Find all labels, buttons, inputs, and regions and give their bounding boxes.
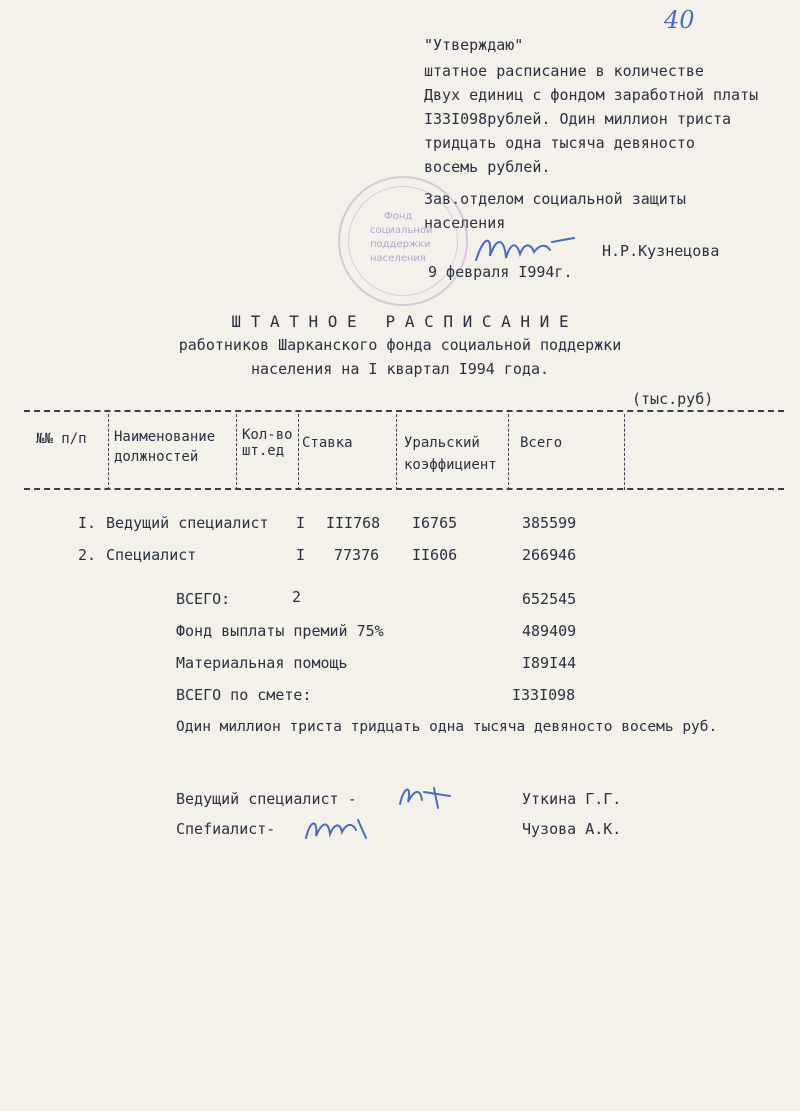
col-divider [298,414,299,490]
summary-total-value: 652545 [522,590,577,608]
summary-estimate-value: I33I098 [512,686,576,704]
row-name: Специалист [106,546,197,564]
header-num: №№ п/п [36,431,87,447]
approval-line-3: I33I098рублей. Один миллион триста [424,110,732,128]
approval-signer: Н.Р.Кузнецова [602,242,720,260]
stamp-line-1: Фонд [384,211,413,222]
approval-line-2: Двух единиц с фондом заработной платы [424,86,759,104]
row-coef: I6765 [412,514,458,532]
document-title: Ш Т А Т Н О Е Р А С П И С А Н И Е [231,312,569,331]
summary-words: Один миллион триста тридцать одна тысяча девяносто восемь руб. [176,719,718,735]
header-name-1: Наименование [114,429,216,445]
header-coef-1: Уральский [404,435,480,451]
stamp-line-3: поддержки [370,239,431,250]
header-coef-2: коэффициент [404,457,497,473]
summary-estimate-label: ВСЕГО по смете: [176,686,312,704]
row-total: 385599 [522,514,577,532]
summary-aid-label: Материальная помощь [176,654,348,672]
row-coef: II606 [412,546,458,564]
handwritten-signature-1 [394,778,458,812]
header-count-2: шт.ед [242,443,285,459]
row-rate: 77376 [334,546,380,564]
col-divider [108,414,109,490]
stamp-line-2: социальной [370,225,433,236]
header-total: Всего [520,435,563,451]
document-subtitle-2: населения на I квартал I994 года. [250,360,549,378]
row-name: Ведущий специалист [106,514,269,532]
summary-bonus-label: Фонд выплаты премий 75% [176,622,384,640]
row-total: 266946 [522,546,577,564]
header-name-2: должностей [114,449,199,465]
col-divider [396,414,397,490]
header-rate: Ставка [302,435,353,451]
document-subtitle-1: работников Шарканского фонда социальной поддержки [178,336,622,354]
row-num: I. [78,514,97,532]
summary-total-count: 2 [292,588,302,606]
summary-bonus-value: 489409 [522,622,577,640]
row-count: I [296,514,306,532]
summary-total-label: ВСЕГО: [176,590,231,608]
table-top-rule [24,410,784,412]
approval-line-5: восемь рублей. [424,158,551,176]
approval-date: 9 февраля I994г. [428,263,573,281]
summary-aid-value: I89I44 [522,654,577,672]
approval-line-1: штатное расписание в количестве [424,62,704,80]
page-number: 40 [664,6,695,34]
approval-line-4: тридцать одна тысяча девяносто [424,134,695,152]
signature-position-2: Спеfиалист- [176,820,276,838]
row-num: 2. [78,546,97,564]
table-header-rule [24,488,784,490]
approval-signature [470,226,590,272]
signature-position-1: Ведущий специалист - [176,790,357,808]
col-divider [236,414,237,490]
round-stamp [338,176,468,306]
stamp-line-4: населения [370,253,426,264]
approval-title: "Утверждаю" [424,36,524,54]
col-divider [508,414,509,490]
approval-position-2: населения [424,214,506,232]
signature-name-1: Уткина Г.Г. [522,790,622,808]
row-rate: III768 [326,514,381,532]
header-count-1: Кол-во [242,427,293,443]
col-divider [624,414,625,490]
row-count: I [296,546,306,564]
approval-position-1: Зав.отделом социальной защиты [424,190,686,208]
handwritten-signature-2 [300,808,372,850]
units-note: (тыс.руб) [632,390,714,408]
signature-name-2: Чузова А.К. [522,820,622,838]
